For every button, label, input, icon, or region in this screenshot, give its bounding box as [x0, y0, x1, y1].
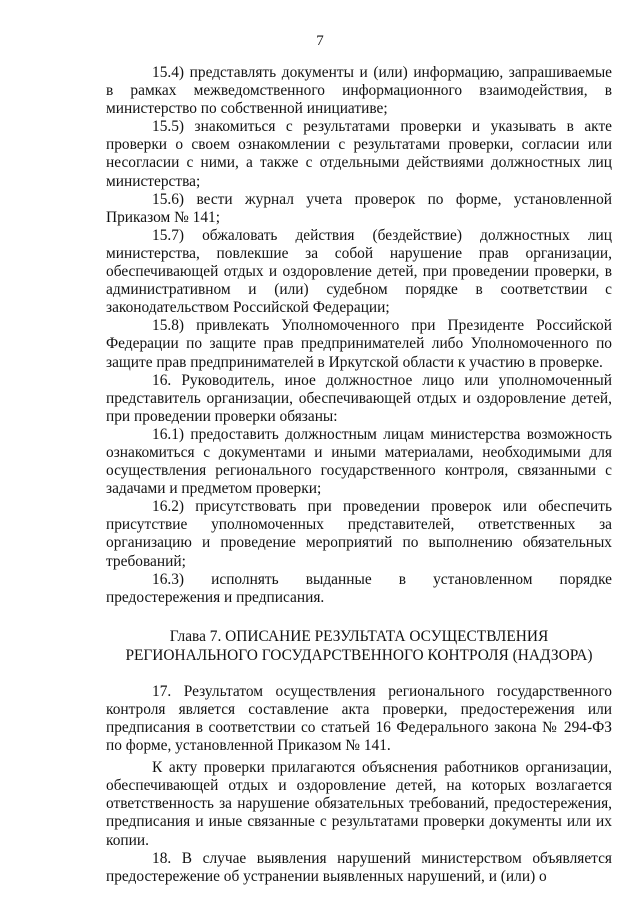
paragraph-16-1: 16.1) предоставить должностным лицам министерства возможность ознакомиться с документами и иными материалами, необходимыми для осуществления регионального государственного контроля, связанными с задачами и предметом проверки; [106, 425, 612, 498]
chapter-heading [106, 627, 612, 665]
chapter-heading-line2: РЕГИОНАЛЬНОГО ГОСУДАРСТВЕННОГО КОНТРОЛЯ (НАДЗОРА) [125, 646, 593, 664]
paragraph-17: 17. Результатом осуществления регионального государственного контроля является составление акта проверки, предостережения или предписания в соответствии со статьей 16 Федерального закона № 294-ФЗ по форме, установленной Приказом № 141. [106, 682, 612, 755]
page-number: 7 [316, 33, 324, 49]
chapter-heading-line1: Глава 7. ОПИСАНИЕ РЕЗУЛЬТАТА ОСУЩЕСТВЛЕНИЯ [169, 627, 549, 645]
paragraph-15-4: 15.4) представлять документы и (или) информацию, запрашиваемые в рамках межведомственного информационного взаимодействия, в министерство по собственной инициативе; [106, 64, 612, 118]
paragraph-18: 18. В случае выявления нарушений министерством объявляется предостережение об устранении выявленных нарушений, и (или) о [106, 849, 612, 885]
paragraph-15-6: 15.6) вести журнал учета проверок по форме, установленной Приказом № 141; [106, 190, 612, 226]
paragraph-15-5: 15.5) знакомиться с результатами проверки и указывать в акте проверки о своем ознакомлении с результатами проверки, согласии или несогласии с ними, а также с отдельными действиями должностных лиц министерства; [106, 118, 612, 190]
paragraph-16-3: 16.3) исполнять выданные в установленном порядке предостережения и предписания. [106, 570, 612, 606]
paragraph-17-attachments: К акту проверки прилагаются объяснения работников организации, обеспечивающей отдых и оздоровление детей, на которых возлагается ответственность за нарушение обязательных требований, предостережения, предписания и иные связанные с результатами проверки документы или их копии. [106, 759, 612, 849]
paragraph-15-7: 15.7) обжаловать действия (бездействие) должностных лиц министерства, повлекшие за собой нарушение прав организации, обеспечивающей отдых и оздоровление детей, при проведении проверки, в административном и (или) судебном порядке в соответствии с законодательством Российской Федерации; [106, 226, 612, 317]
document-body [106, 64, 612, 886]
paragraph-15-8: 15.8) привлекать Уполномоченного при Президенте Российской Федерации по защите прав предпринимателей либо Уполномоченного по защите прав предпринимателей в Иркутской области к участию в проверке. [106, 317, 612, 371]
paragraph-16-2: 16.2) присутствовать при проведении проверок или обеспечить присутствие уполномоченных представителей, ответственных за организацию и проведение мероприятий по выполнению обязательных требований; [106, 498, 612, 570]
paragraph-16: 16. Руководитель, иное должностное лицо или уполномоченный представитель организации, обеспечивающей отдых и оздоровление детей, при проведении проверки обязаны: [106, 371, 612, 425]
